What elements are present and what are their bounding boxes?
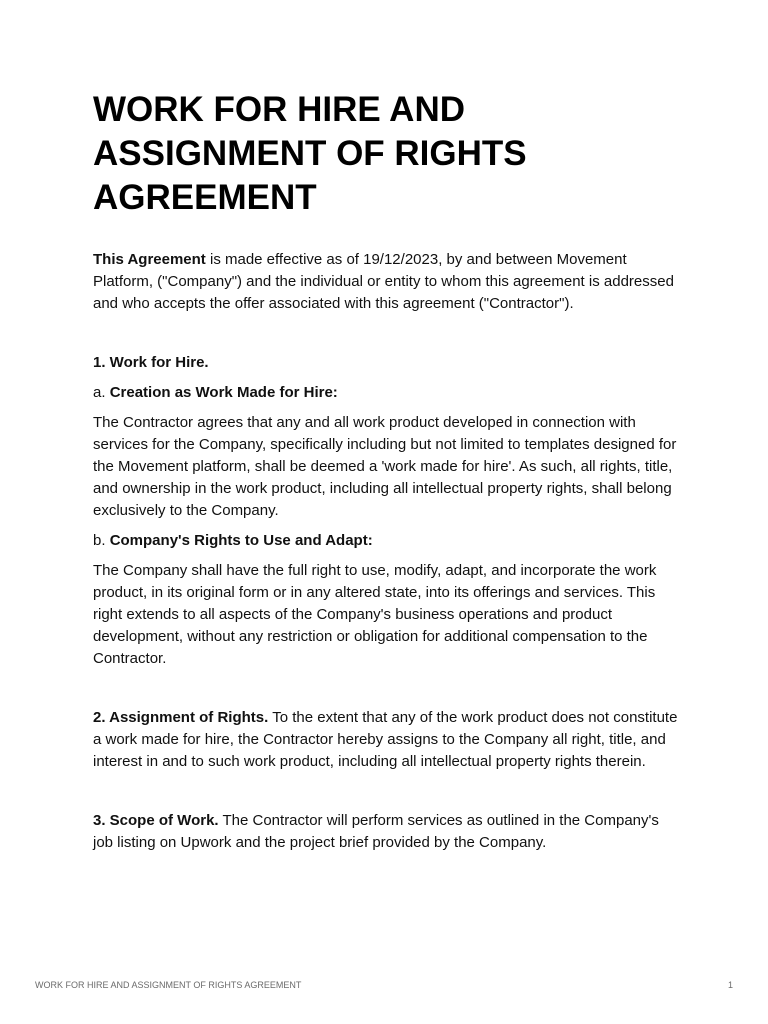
section-1a-body: The Contractor agrees that any and all work product developed in connection with services for the Company, specifically including but not limited to templates designed for the Movement platform, shall be deemed a 'work made for hire'. As such, all rights, title, and ownership in the work product, including all intellectual property rights, shall belong exclusively to the Company. [93, 414, 677, 519]
section-1b-body: The Company shall have the full right to use, modify, adapt, and incorporate the work product, in its original form or in any altered state, into its offerings and services. This right extends to all aspects of the Company's business operations and product development, without any restriction or obligation for additional compensation to the Contractor. [93, 562, 657, 667]
document-page [93, 88, 683, 854]
section-3-body: The Contractor will perform services as outlined in the Company's job listing on Upwork and the project brief provided by the Company. [93, 812, 659, 851]
section-2-paragraph [93, 707, 683, 773]
footer-title: WORK FOR HIRE AND ASSIGNMENT OF RIGHTS AGREEMENT [35, 980, 302, 990]
section-3-heading: 3. Scope of Work. [93, 812, 219, 829]
section-2-body: To the extent that any of the work product does not constitute a work made for hire, the Contractor hereby assigns to the Company all right, title, and interest in and to such work product, including all intellectual property rights therein. [93, 709, 678, 770]
section-1b-heading: b. Company's Rights to Use and Adapt: [93, 532, 373, 549]
intro-lead: This Agreement [93, 251, 206, 268]
section-3-paragraph [93, 810, 683, 854]
document-title: WORK FOR HIRE AND ASSIGNMENT OF RIGHTS AGREEMENT [93, 90, 527, 217]
page-number: 1 [727, 980, 733, 990]
intro-paragraph [93, 249, 683, 315]
section-1a-heading: a. Creation as Work Made for Hire: [93, 384, 338, 401]
section-2-heading: 2. Assignment of Rights. [93, 709, 269, 726]
intro-text: is made effective as of 19/12/2023, by and between Movement Platform, ("Company") and the individual or entity to whom this agreement is addressed and who accepts the offer associated with this agreement ("Contractor"). [93, 251, 674, 312]
section-1-heading: 1. Work for Hire. [93, 354, 209, 371]
page-footer [35, 979, 733, 991]
